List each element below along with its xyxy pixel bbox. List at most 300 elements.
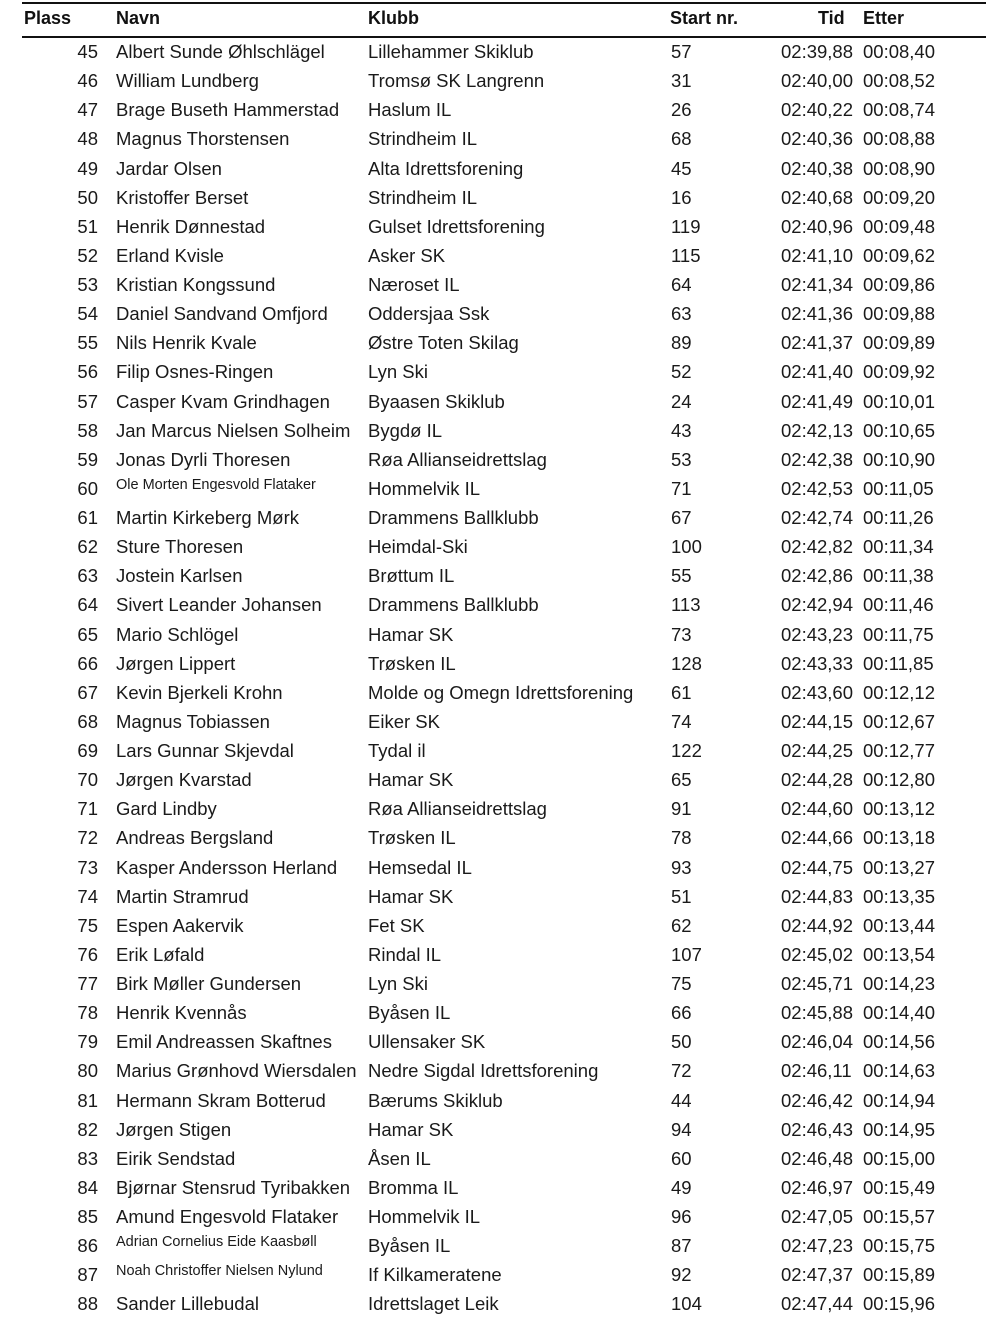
cell-klubb: Trøsken IL — [368, 827, 456, 849]
cell-tid: 02:44,28 — [781, 769, 854, 791]
cell-tid: 02:44,83 — [781, 885, 854, 907]
cell-etter: 00:13,54 — [863, 943, 936, 965]
cell-start-nr: 43 — [671, 419, 692, 441]
cell-tid: 02:40,36 — [781, 128, 854, 150]
header-klubb: Klubb — [368, 8, 419, 28]
table-row — [0, 1116, 986, 1145]
cell-klubb: Gulset Idrettsforening — [368, 215, 545, 237]
cell-plass: 68 — [77, 710, 98, 732]
table-row — [0, 271, 986, 300]
cell-etter: 00:13,18 — [863, 827, 936, 849]
cell-klubb: Idrettslaget Leik — [368, 1293, 499, 1315]
cell-tid: 02:42,74 — [781, 507, 854, 528]
cell-klubb: If Kilkameratene — [368, 1264, 502, 1286]
cell-tid: 02:43,23 — [781, 623, 854, 645]
cell-plass: 49 — [77, 157, 98, 179]
cell-start-nr: 93 — [671, 856, 692, 878]
cell-etter: 00:15,49 — [863, 1176, 936, 1198]
cell-etter: 00:13,12 — [863, 798, 936, 820]
cell-klubb: Strindheim IL — [368, 186, 477, 208]
results-table-body — [0, 38, 986, 1320]
cell-plass: 77 — [77, 973, 98, 994]
cell-navn: Lars Gunnar Skjevdal — [116, 740, 294, 761]
cell-plass: 67 — [77, 681, 98, 703]
cell-etter: 00:09,20 — [863, 186, 936, 208]
cell-start-nr: 52 — [671, 361, 692, 383]
cell-navn: Jørgen Stigen — [116, 1118, 232, 1140]
cell-tid: 02:46,11 — [781, 1060, 852, 1082]
table-row — [0, 358, 986, 387]
cell-start-nr: 55 — [671, 565, 692, 587]
table-row — [0, 67, 986, 96]
cell-navn: Hermann Skram Botterud — [116, 1089, 326, 1111]
cell-tid: 02:44,75 — [781, 856, 854, 878]
cell-etter: 00:13,35 — [863, 885, 936, 907]
cell-klubb: Hommelvik IL — [368, 1206, 481, 1227]
cell-klubb: Trøsken IL — [368, 652, 456, 674]
cell-start-nr: 61 — [671, 681, 692, 703]
cell-plass: 54 — [77, 303, 98, 325]
cell-navn: Brage Buseth Hammerstad — [116, 99, 340, 121]
cell-navn: Jostein Karlsen — [116, 565, 243, 587]
cell-etter: 00:12,77 — [863, 740, 936, 761]
cell-start-nr: 64 — [671, 274, 692, 295]
cell-navn: Andreas Bergsland — [116, 827, 274, 849]
cell-navn: Espen Aakervik — [116, 914, 244, 936]
cell-plass: 52 — [77, 244, 98, 266]
cell-tid: 02:47,05 — [781, 1206, 854, 1227]
cell-start-nr: 31 — [671, 70, 692, 92]
cell-klubb: Byåsen IL — [368, 1002, 451, 1024]
cell-plass: 51 — [77, 215, 98, 237]
cell-start-nr: 100 — [671, 536, 702, 558]
cell-etter: 00:14,63 — [863, 1060, 936, 1082]
cell-navn: Sivert Leander Johansen — [116, 594, 322, 616]
cell-plass: 66 — [77, 652, 98, 674]
cell-navn: Emil Andreassen Skaftnes — [116, 1031, 332, 1053]
cell-start-nr: 62 — [671, 914, 692, 936]
cell-plass: 75 — [77, 914, 98, 936]
table-row — [0, 883, 986, 912]
cell-start-nr: 89 — [671, 332, 692, 354]
cell-start-nr: 119 — [671, 215, 701, 237]
cell-plass: 79 — [77, 1031, 98, 1053]
cell-plass: 45 — [77, 41, 98, 62]
cell-etter: 00:08,74 — [863, 99, 936, 121]
cell-start-nr: 51 — [671, 885, 692, 907]
cell-etter: 00:11,26 — [863, 507, 934, 528]
cell-etter: 00:12,12 — [863, 681, 936, 703]
table-row — [0, 96, 986, 125]
cell-start-nr: 75 — [671, 973, 692, 994]
cell-start-nr: 71 — [671, 477, 692, 499]
table-row — [0, 125, 986, 154]
cell-navn: Jørgen Kvarstad — [116, 769, 252, 791]
cell-start-nr: 60 — [671, 1147, 692, 1169]
cell-plass: 72 — [77, 827, 98, 849]
table-row — [0, 766, 986, 795]
cell-tid: 02:47,44 — [781, 1293, 854, 1315]
cell-navn: Casper Kvam Grindhagen — [116, 390, 330, 412]
cell-plass: 65 — [77, 623, 98, 645]
cell-plass: 78 — [77, 1002, 98, 1024]
table-row — [0, 1232, 986, 1261]
cell-klubb: Byaasen Skiklub — [368, 390, 505, 412]
cell-start-nr: 45 — [671, 157, 692, 179]
header-top-rule — [22, 2, 986, 4]
table-row — [0, 591, 986, 620]
table-row — [0, 1028, 986, 1057]
cell-plass: 71 — [77, 798, 98, 820]
cell-navn: Noah Christoffer Nielsen Nylund — [116, 1263, 323, 1280]
cell-tid: 02:46,97 — [781, 1176, 854, 1198]
cell-klubb: Eiker SK — [368, 710, 440, 732]
cell-tid: 02:45,71 — [781, 973, 854, 994]
table-row — [0, 941, 986, 970]
table-row — [0, 184, 986, 213]
cell-klubb: Hamar SK — [368, 885, 454, 907]
header-etter: Etter — [863, 8, 905, 28]
cell-etter: 00:11,38 — [863, 565, 934, 587]
table-row — [0, 417, 986, 446]
cell-navn: Marius Grønhovd Wiersdalen — [116, 1060, 357, 1082]
table-row — [0, 708, 986, 737]
header-plass: Plass — [24, 8, 72, 28]
cell-tid: 02:42,86 — [781, 565, 854, 587]
table-row — [0, 795, 986, 824]
cell-start-nr: 107 — [671, 943, 702, 965]
cell-etter: 00:08,90 — [863, 157, 936, 179]
header-start-nr: Start nr. — [670, 8, 739, 28]
cell-start-nr: 16 — [671, 186, 692, 208]
cell-navn: Amund Engesvold Flataker — [116, 1206, 339, 1227]
cell-etter: 00:14,23 — [863, 973, 936, 994]
cell-tid: 02:47,37 — [781, 1264, 854, 1286]
cell-etter: 00:13,44 — [863, 914, 936, 936]
cell-plass: 60 — [77, 477, 98, 499]
table-row — [0, 155, 986, 184]
cell-plass: 50 — [77, 186, 98, 208]
cell-etter: 00:14,40 — [863, 1002, 936, 1024]
table-row — [0, 562, 986, 591]
cell-tid: 02:40,00 — [781, 70, 854, 92]
cell-tid: 02:41,49 — [781, 390, 854, 412]
cell-klubb: Fet SK — [368, 914, 425, 936]
cell-etter: 00:15,89 — [863, 1264, 936, 1286]
cell-start-nr: 67 — [671, 507, 692, 528]
cell-start-nr: 74 — [671, 710, 692, 732]
table-row — [0, 1203, 986, 1232]
cell-tid: 02:46,48 — [781, 1147, 854, 1169]
cell-klubb: Byåsen IL — [368, 1235, 451, 1257]
table-row — [0, 679, 986, 708]
cell-plass: 62 — [77, 536, 98, 558]
cell-klubb: Oddersjaa Ssk — [368, 303, 490, 325]
table-row — [0, 1145, 986, 1174]
cell-navn: Nils Henrik Kvale — [116, 332, 257, 354]
cell-navn: Erland Kvisle — [116, 244, 224, 266]
cell-klubb: Røa Allianseidrettslag — [368, 448, 547, 470]
cell-tid: 02:46,43 — [781, 1118, 854, 1140]
cell-navn: Jan Marcus Nielsen Solheim — [116, 419, 351, 441]
cell-start-nr: 72 — [671, 1060, 692, 1082]
cell-klubb: Heimdal-Ski — [368, 536, 468, 558]
header-tid: Tid — [818, 8, 845, 28]
cell-etter: 00:12,80 — [863, 769, 936, 791]
cell-navn: Eirik Sendstad — [116, 1147, 236, 1169]
table-row — [0, 1290, 986, 1319]
cell-plass: 57 — [77, 390, 98, 412]
cell-navn: Martin Kirkeberg Mørk — [116, 507, 299, 528]
cell-tid: 02:42,38 — [781, 448, 854, 470]
cell-klubb: Tydal il — [368, 740, 426, 761]
cell-tid: 02:44,60 — [781, 798, 854, 820]
cell-plass: 88 — [77, 1293, 98, 1315]
cell-tid: 02:43,33 — [781, 652, 854, 674]
cell-tid: 02:41,37 — [781, 332, 854, 354]
cell-plass: 47 — [77, 99, 98, 121]
table-row — [0, 242, 986, 271]
cell-start-nr: 91 — [671, 798, 692, 820]
cell-navn: Jørgen Lippert — [116, 652, 236, 674]
cell-tid: 02:40,68 — [781, 186, 854, 208]
cell-start-nr: 113 — [671, 594, 701, 616]
cell-klubb: Lillehammer Skiklub — [368, 41, 534, 62]
cell-etter: 00:15,96 — [863, 1293, 936, 1315]
cell-navn: Albert Sunde Øhlschlägel — [116, 41, 325, 62]
cell-tid: 02:41,34 — [781, 274, 854, 295]
cell-plass: 82 — [77, 1118, 98, 1140]
cell-navn: Sture Thoresen — [116, 536, 244, 558]
cell-tid: 02:40,38 — [781, 157, 854, 179]
table-row — [0, 388, 986, 417]
cell-start-nr: 104 — [671, 1293, 702, 1315]
cell-etter: 00:12,67 — [863, 710, 936, 732]
cell-tid: 02:47,23 — [781, 1235, 854, 1257]
cell-klubb: Molde og Omegn Idrettsforening — [368, 681, 634, 703]
cell-klubb: Hamar SK — [368, 769, 454, 791]
cell-plass: 70 — [77, 769, 98, 791]
cell-etter: 00:09,62 — [863, 244, 936, 266]
table-row — [0, 300, 986, 329]
cell-plass: 64 — [77, 594, 98, 616]
cell-plass: 55 — [77, 332, 98, 354]
cell-tid: 02:42,94 — [781, 594, 854, 616]
cell-start-nr: 68 — [671, 128, 692, 150]
cell-start-nr: 115 — [671, 244, 701, 266]
cell-tid: 02:41,40 — [781, 361, 854, 383]
cell-start-nr: 78 — [671, 827, 692, 849]
cell-etter: 00:11,05 — [863, 477, 934, 499]
table-row — [0, 1174, 986, 1203]
cell-tid: 02:44,25 — [781, 740, 854, 761]
cell-etter: 00:10,01 — [863, 390, 936, 412]
cell-tid: 02:45,88 — [781, 1002, 854, 1024]
cell-navn: Henrik Kvennås — [116, 1002, 247, 1024]
cell-navn: Kristoffer Berset — [116, 186, 249, 208]
cell-plass: 84 — [77, 1176, 98, 1198]
cell-tid: 02:40,22 — [781, 99, 854, 121]
cell-tid: 02:42,82 — [781, 536, 854, 558]
cell-klubb: Alta Idrettsforening — [368, 157, 524, 179]
cell-klubb: Åsen IL — [368, 1147, 431, 1169]
cell-tid: 02:44,92 — [781, 914, 854, 936]
cell-start-nr: 44 — [671, 1089, 692, 1111]
cell-navn: Jardar Olsen — [116, 157, 222, 179]
cell-klubb: Asker SK — [368, 244, 446, 266]
cell-plass: 83 — [77, 1147, 98, 1169]
cell-klubb: Hamar SK — [368, 623, 454, 645]
cell-navn: Adrian Cornelius Eide Kaasbøll — [116, 1234, 317, 1251]
cell-start-nr: 65 — [671, 769, 692, 791]
cell-etter: 00:11,34 — [863, 536, 934, 558]
table-row — [0, 824, 986, 853]
cell-klubb: Brøttum IL — [368, 565, 455, 587]
table-row — [0, 1261, 986, 1290]
cell-etter: 00:15,57 — [863, 1206, 936, 1227]
table-row — [0, 650, 986, 679]
cell-klubb: Ullensaker SK — [368, 1031, 486, 1053]
cell-navn: Birk Møller Gundersen — [116, 973, 302, 994]
table-row — [0, 854, 986, 883]
cell-etter: 00:09,92 — [863, 361, 936, 383]
cell-plass: 76 — [77, 943, 98, 965]
table-row — [0, 1087, 986, 1116]
cell-navn: Filip Osnes-Ringen — [116, 361, 274, 383]
cell-navn: William Lundberg — [116, 70, 259, 92]
cell-plass: 69 — [77, 740, 98, 761]
cell-plass: 86 — [77, 1235, 98, 1257]
cell-start-nr: 122 — [671, 740, 702, 761]
table-row — [0, 329, 986, 358]
cell-etter: 00:10,90 — [863, 448, 936, 470]
cell-plass: 80 — [77, 1060, 98, 1082]
cell-etter: 00:15,00 — [863, 1147, 936, 1169]
cell-klubb: Hommelvik IL — [368, 477, 481, 499]
cell-tid: 02:44,66 — [781, 827, 854, 849]
cell-tid: 02:42,13 — [781, 419, 854, 441]
cell-klubb: Nedre Sigdal Idrettsforening — [368, 1060, 599, 1082]
cell-start-nr: 63 — [671, 303, 692, 325]
table-row — [0, 446, 986, 475]
cell-klubb: Drammens Ballklubb — [368, 594, 539, 616]
table-row — [0, 970, 986, 999]
cell-tid: 02:43,60 — [781, 681, 854, 703]
cell-etter: 00:13,27 — [863, 856, 936, 878]
cell-klubb: Drammens Ballklubb — [368, 507, 539, 528]
cell-etter: 00:08,88 — [863, 128, 936, 150]
cell-etter: 00:09,48 — [863, 215, 936, 237]
cell-etter: 00:09,88 — [863, 303, 936, 325]
cell-navn: Gard Lindby — [116, 798, 217, 820]
cell-start-nr: 26 — [671, 99, 692, 121]
cell-plass: 59 — [77, 448, 98, 470]
cell-plass: 53 — [77, 274, 98, 295]
cell-klubb: Bygdø IL — [368, 419, 443, 441]
cell-start-nr: 66 — [671, 1002, 692, 1024]
table-row — [0, 38, 986, 67]
cell-plass: 61 — [77, 507, 98, 528]
table-row — [0, 475, 986, 504]
cell-navn: Kasper Andersson Herland — [116, 856, 338, 878]
table-row — [0, 999, 986, 1028]
cell-etter: 00:14,95 — [863, 1118, 936, 1140]
cell-plass: 81 — [77, 1089, 98, 1111]
cell-navn: Jonas Dyrli Thoresen — [116, 448, 291, 470]
cell-etter: 00:11,85 — [863, 652, 934, 674]
cell-tid: 02:40,96 — [781, 215, 854, 237]
table-header — [0, 6, 986, 34]
cell-start-nr: 49 — [671, 1176, 692, 1198]
cell-etter: 00:08,52 — [863, 70, 936, 92]
cell-start-nr: 53 — [671, 448, 692, 470]
cell-tid: 02:46,04 — [781, 1031, 854, 1053]
cell-etter: 00:14,94 — [863, 1089, 936, 1111]
cell-start-nr: 94 — [671, 1118, 692, 1140]
cell-klubb: Tromsø SK Langrenn — [368, 70, 545, 92]
cell-klubb: Næroset IL — [368, 274, 460, 295]
cell-klubb: Hamar SK — [368, 1118, 454, 1140]
cell-tid: 02:41,36 — [781, 303, 854, 325]
cell-klubb: Lyn Ski — [368, 973, 428, 994]
cell-start-nr: 73 — [671, 623, 692, 645]
table-row — [0, 213, 986, 242]
cell-start-nr: 24 — [671, 390, 692, 412]
cell-plass: 87 — [77, 1264, 98, 1286]
table-row — [0, 621, 986, 650]
cell-navn: Daniel Sandvand Omfjord — [116, 303, 328, 325]
cell-etter: 00:09,89 — [863, 332, 936, 354]
cell-plass: 48 — [77, 128, 98, 150]
cell-tid: 02:42,53 — [781, 477, 854, 499]
cell-start-nr: 87 — [671, 1235, 692, 1257]
cell-tid: 02:41,10 — [781, 244, 854, 266]
table-row — [0, 737, 986, 766]
cell-klubb: Rindal IL — [368, 943, 442, 965]
cell-klubb: Bromma IL — [368, 1176, 459, 1198]
cell-tid: 02:46,42 — [781, 1089, 854, 1111]
cell-plass: 56 — [77, 361, 98, 383]
cell-etter: 00:10,65 — [863, 419, 936, 441]
cell-klubb: Lyn Ski — [368, 361, 428, 383]
cell-etter: 00:11,75 — [863, 623, 934, 645]
cell-start-nr: 128 — [671, 652, 702, 674]
cell-navn: Magnus Tobiassen — [116, 710, 270, 732]
cell-tid: 02:45,02 — [781, 943, 854, 965]
cell-tid: 02:39,88 — [781, 41, 854, 62]
cell-plass: 85 — [77, 1206, 98, 1227]
cell-navn: Sander Lillebudal — [116, 1293, 259, 1315]
cell-etter: 00:08,40 — [863, 41, 936, 62]
cell-start-nr: 50 — [671, 1031, 692, 1053]
table-row — [0, 533, 986, 562]
cell-klubb: Hemsedal IL — [368, 856, 472, 878]
cell-klubb: Haslum IL — [368, 99, 452, 121]
cell-tid: 02:44,15 — [781, 710, 854, 732]
cell-navn: Henrik Dønnestad — [116, 215, 266, 237]
cell-start-nr: 57 — [671, 41, 692, 62]
cell-klubb: Østre Toten Skilag — [368, 332, 519, 354]
cell-navn: Kristian Kongssund — [116, 274, 276, 295]
cell-navn: Kevin Bjerkeli Krohn — [116, 681, 283, 703]
cell-etter: 00:14,56 — [863, 1031, 936, 1053]
cell-plass: 74 — [77, 885, 98, 907]
cell-navn: Martin Stramrud — [116, 885, 249, 907]
cell-navn: Mario Schlögel — [116, 623, 239, 645]
cell-plass: 46 — [77, 70, 98, 92]
cell-etter: 00:15,75 — [863, 1235, 936, 1257]
table-row — [0, 1057, 986, 1086]
